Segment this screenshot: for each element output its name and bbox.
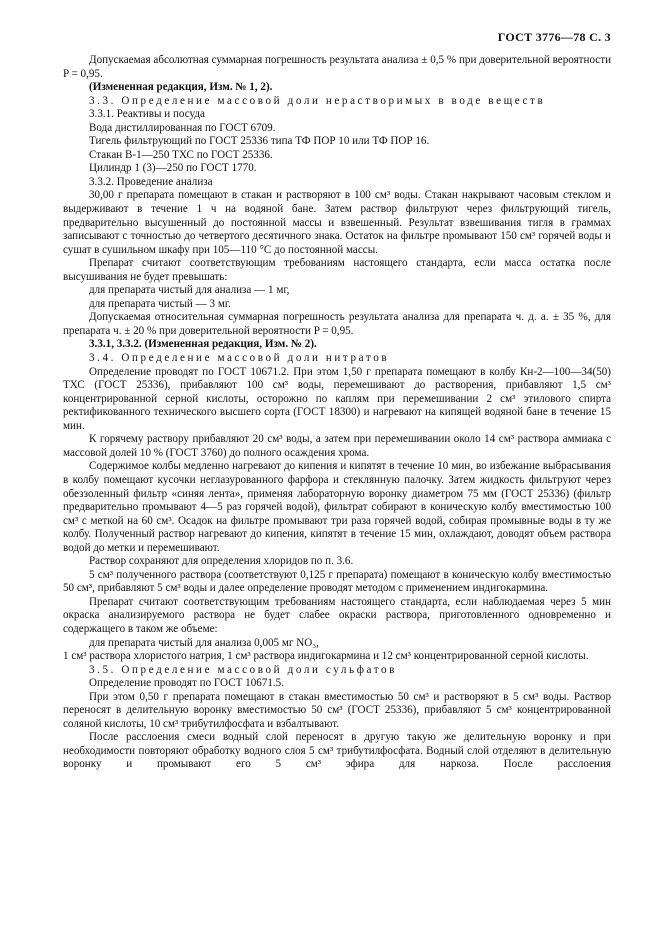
paragraph: Раствор сохраняют для определения хлоридов по п. 3.6. (89, 555, 354, 568)
paragraph: Допускаемая абсолютная суммарная погрешность результата анализа ± 0,5 % при доверительной вероятности P = 0,95. (63, 54, 611, 80)
paragraph: 5 см³ полученного раствора (соответствуют 0,125 г препарата) помещают в коническую колбу вместимостью 50 см³, прибавляют 5 см³ воды и далее определение проводят методом с применением индигокармина. (63, 568, 611, 595)
paragraph: После расслоения смеси водный слой переносят в другую такую же делительную воронку и при необходимости повторяют обработку водного слоя 5 см³ трибутилфосфата. Водный слой отделяют в делительную воронку и промывают его 5 см³ эфира для наркоза. После расслоения (63, 731, 611, 771)
document-body (63, 54, 611, 772)
paragraph: Препарат считают соответствующим требованиям настоящего стандарта, если наблюдаемая через 5 мин окраска анализируемого раствора не будет слабее окраски раствора, приготовленного одновременно и содержащего в таком же объеме: (63, 595, 611, 635)
paragraph: Содержимое колбы медленно нагревают до кипения и кипятят в течение 10 мин, во избежание выбрасывания в колбу помещают кусочки неглазурованного фарфора и стеклянную палочку. Затем жидкость фильтруют через обеззоленный фильтр «синяя лента», применяя лабораторную воронку диаметром 75 мм (ГОСТ 25336) (фильтр предварительно промывают 4—5 раз горячей водой), фильтрат собирают в коническую колбу вместимостью 100 см³ с меткой на 60 см³. Осадок на фильтре промывают три раза горячей водой, собирая промывные воды в ту же колбу. Полученный раствор нагревают до кипения, кипятят в течение 15 мин, охлаждают, доводят объем раствора водой до метки и перемешивают. (63, 460, 611, 554)
paragraph: 3.3.2. Проведение анализа (89, 175, 213, 188)
paragraph: 3.3. Определение массовой доли нерастворимых в воде веществ (89, 94, 546, 107)
paragraph: (Измененная редакция, Изм. № 1, 2). (89, 81, 273, 94)
paragraph: 1 см³ раствора хлористого натрия, 1 см³ раствора индигокармина и 12 см³ концентрированной серной кислоты. (63, 650, 589, 663)
paragraph: Вода дистиллированная по ГОСТ 6709. (89, 121, 276, 134)
paragraph: 3.4. Определение массовой доли нитратов (89, 352, 390, 365)
paragraph: для препарата чистый — 3 мг. (89, 297, 231, 310)
paragraph: Определение проводят по ГОСТ 10671.5. (89, 677, 284, 690)
paragraph: 30,00 г препарата помещают в стакан и растворяют в 100 см³ воды. Стакан накрывают часовым стеклом и выдерживают в течение 1 ч на водяной бане. Затем раствор фильтруют через фильтрующий тигель, предварительно высушенный до постоянной массы и взвешенный. Результат взвешивания тигля в граммах записывают с точностью до четвертого десятичного знака. Остаток на фильтре промывают 150 см³ горячей воды и сушат в сушильном шкафу при 105—110 °С до постоянной массы. (63, 189, 611, 256)
paragraph: К горячему раствору прибавляют 20 см³ воды, а затем при перемешивании около 14 см³ раствора аммиака с массовой долей 10 % (ГОСТ 3760) до полного осаждения хрома. (63, 433, 611, 459)
paragraph: Определение проводят по ГОСТ 10671.2. При этом 1,50 г препарата помещают в колбу Кн-2—100—34(50) ТХС (ГОСТ 25336), прибавляют 100 см³ воды, перемешивают до растворения, прибавляют 1,5 см³ концентрированной серной кислоты, осторожно по каплям при перемешивании 2 см³ этилового спирта ректификованного технического высшего сорта (ГОСТ 18300) и нагревают на кипящей водяной бане в течение 15 мин. (63, 365, 611, 432)
paragraph: Допускаемая относительная суммарная погрешность результата анализа для препарата ч. д. а. ± 35 %, для препарата ч. ± 20 % при доверительной вероятности P = 0,95. (63, 311, 611, 337)
paragraph: Стакан В-1—250 ТХС по ГОСТ 25336. (89, 148, 273, 161)
paragraph: 3.3.1, 3.3.2. (Измененная редакция, Изм. № 2). (89, 338, 317, 351)
paragraph: Тигель фильтрующий по ГОСТ 25336 типа ТФ ПОР 10 или ТФ ПОР 16. (89, 135, 430, 148)
paragraph: для препарата чистый для анализа — 1 мг, (89, 284, 290, 297)
paragraph: Цилиндр 1 (3)—250 по ГОСТ 1770. (89, 162, 257, 175)
page-header: ГОСТ 3776—78 С. 3 (497, 30, 611, 44)
paragraph: 3.3.1. Реактивы и посуда (89, 108, 205, 121)
paragraph: для препарата чистый для анализа 0,005 мг NO₃, (89, 636, 319, 649)
paragraph: При этом 0,50 г препарата помещают в стакан вместимостью 50 см³ и растворяют в 5 см³ воды. Раствор переносят в делительную воронку вместимостью 50 см³ (ГОСТ 25336), прибавляют 5 см³ концентрированной соляной кислоты, 10 см³ трибутилфосфата и взбалтывают. (63, 690, 611, 730)
paragraph: 3.5. Определение массовой доли сульфатов (89, 663, 398, 676)
paragraph: Препарат считают соответствующим требованиям настоящего стандарта, если масса остатка после высушивания не будет превышать: (63, 257, 611, 283)
